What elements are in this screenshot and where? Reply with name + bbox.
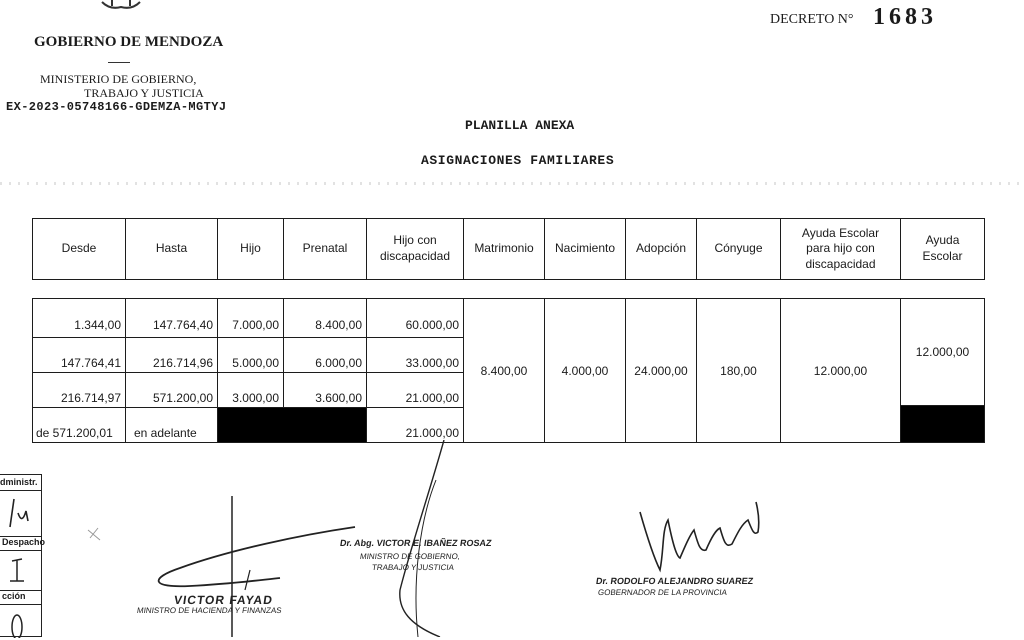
header-adopcion: Adopción bbox=[625, 218, 697, 280]
table-row bbox=[32, 337, 126, 373]
decree-number: 1683 bbox=[873, 4, 937, 30]
ministry-line-2: TRABAJO Y JUSTICIA bbox=[84, 86, 204, 100]
header-ayuda-escolar-discapacidad: Ayuda Escolar para hijo con discapacidad bbox=[780, 218, 901, 280]
nacimiento-value: 4.000,00 bbox=[544, 298, 626, 443]
table-cell bbox=[125, 337, 218, 373]
decree-label: DECRETO N° bbox=[770, 12, 854, 27]
discapacidad-value: 21.000,00 bbox=[405, 391, 459, 405]
stamp-label-admin: dministr. bbox=[0, 477, 42, 491]
scan-noise-line bbox=[0, 182, 1024, 185]
hasta-value: 571.200,00 bbox=[152, 391, 213, 405]
header-hijo: Hijo bbox=[217, 218, 284, 280]
discapacidad-value: 60.000,00 bbox=[405, 318, 459, 332]
hijo-value: 5.000,00 bbox=[232, 356, 279, 370]
signer-2-name: Dr. Abg. VICTOR E. IBAÑEZ ROSAZ bbox=[339, 538, 493, 548]
hijo-value: 7.000,00 bbox=[232, 318, 279, 332]
annex-title: PLANILLA ANEXA bbox=[465, 118, 575, 133]
ministry-line-1: MINISTERIO DE GOBIERNO, bbox=[40, 72, 197, 86]
discapacidad-value: 21.000,00 bbox=[405, 426, 459, 440]
table-cell bbox=[366, 372, 464, 408]
table-cell bbox=[125, 407, 218, 443]
header-prenatal: Prenatal bbox=[283, 218, 367, 280]
redacted-cell bbox=[900, 405, 985, 443]
signer-1-title: MINISTRO DE HACIENDA Y FINANZAS bbox=[136, 606, 283, 615]
hijo-value: 3.000,00 bbox=[232, 391, 279, 405]
desde-value: 1.344,00 bbox=[74, 318, 121, 332]
table-cell bbox=[125, 372, 218, 408]
prenatal-value: 8.400,00 bbox=[315, 318, 362, 332]
conyuge-value: 180,00 bbox=[696, 298, 781, 443]
coat-of-arms-fragment bbox=[100, 0, 142, 10]
header-ayuda-escolar: Ayuda Escolar bbox=[900, 218, 985, 280]
signer-3-title: GOBERNADOR DE LA PROVINCIA bbox=[597, 588, 728, 597]
stamp-label-direccion: cción bbox=[0, 591, 42, 605]
table-cell bbox=[366, 298, 464, 338]
header-matrimonio: Matrimonio bbox=[463, 218, 545, 280]
signer-2-title-2: TRABAJO Y JUSTICIA bbox=[371, 563, 455, 572]
table-cell bbox=[283, 372, 367, 408]
table-row bbox=[32, 372, 126, 408]
table-row bbox=[32, 298, 126, 338]
ayuda-escolar-value: 12.000,00 bbox=[900, 298, 985, 406]
table-cell bbox=[283, 298, 367, 338]
expediente-number: EX-2023-05748166-GDEMZA-MGTYJ bbox=[6, 100, 227, 114]
government-title: GOBIERNO DE MENDOZA bbox=[34, 34, 224, 50]
signer-3-name: Dr. RODOLFO ALEJANDRO SUAREZ bbox=[595, 576, 754, 586]
table-cell bbox=[283, 337, 367, 373]
prenatal-value: 3.600,00 bbox=[315, 391, 362, 405]
header-hijo-discapacidad: Hijo con discapacidad bbox=[366, 218, 464, 280]
desde-value: 216.714,97 bbox=[60, 391, 121, 405]
adopcion-value: 24.000,00 bbox=[625, 298, 697, 443]
table-row bbox=[32, 407, 126, 443]
desde-value: 147.764,41 bbox=[60, 356, 121, 370]
table-cell bbox=[366, 407, 464, 443]
redacted-cell bbox=[217, 407, 367, 443]
header-nacimiento: Nacimiento bbox=[544, 218, 626, 280]
table-cell bbox=[217, 298, 284, 338]
hasta-value: 147.764,40 bbox=[152, 318, 213, 332]
hasta-value: en adelante bbox=[134, 426, 197, 440]
title-divider bbox=[108, 62, 130, 63]
annex-subtitle: ASIGNACIONES FAMILIARES bbox=[421, 153, 615, 168]
header-hasta: Hasta bbox=[125, 218, 218, 280]
table-cell bbox=[217, 372, 284, 408]
signer-1-name: VICTOR FAYAD bbox=[173, 593, 274, 607]
table-cell bbox=[366, 337, 464, 373]
table-cell bbox=[125, 298, 218, 338]
prenatal-value: 6.000,00 bbox=[315, 356, 362, 370]
ayuda-escolar-discapacidad-value: 12.000,00 bbox=[780, 298, 901, 443]
header-conyuge: Cónyuge bbox=[696, 218, 781, 280]
stamp-label-despacho: Despacho bbox=[0, 537, 42, 551]
header-desde: Desde bbox=[32, 218, 126, 280]
hasta-value: 216.714,96 bbox=[152, 356, 213, 370]
desde-value: de 571.200,01 bbox=[36, 426, 113, 440]
matrimonio-value: 8.400,00 bbox=[463, 298, 545, 443]
table-cell bbox=[217, 337, 284, 373]
discapacidad-value: 33.000,00 bbox=[405, 356, 459, 370]
signer-2-title-1: MINISTRO DE GOBIERNO, bbox=[359, 552, 461, 561]
